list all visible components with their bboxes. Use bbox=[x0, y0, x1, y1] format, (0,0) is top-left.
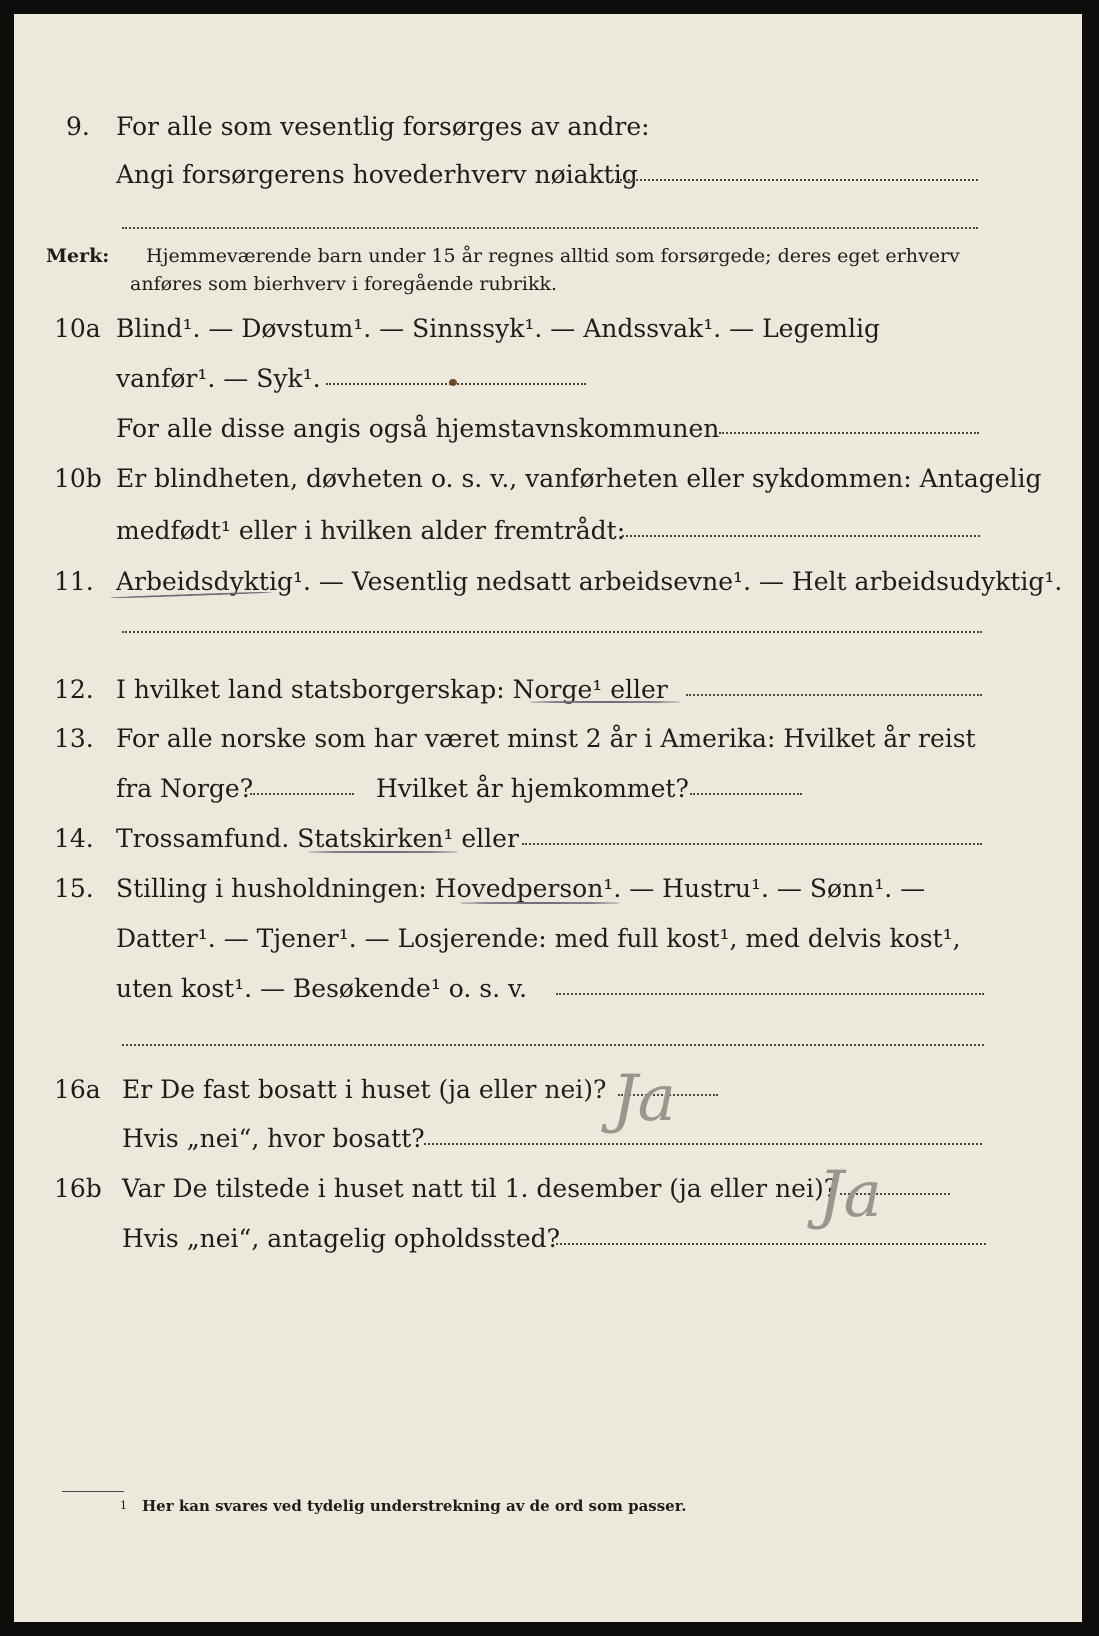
q14-number: 14. bbox=[54, 824, 94, 853]
q10b-text-line2: medfødt¹ eller i hvilken alder fremtrådt: bbox=[116, 516, 626, 545]
footnote-text: Her kan svares ved tydelig understrekning av de ord som passer. bbox=[142, 1497, 687, 1515]
statskirken-underline bbox=[308, 851, 458, 853]
ink-dot bbox=[449, 379, 457, 386]
q16a-number: 16a bbox=[54, 1075, 101, 1104]
norge-underline bbox=[530, 701, 680, 703]
q9-answer-line-2 bbox=[122, 227, 978, 229]
q12-number: 12. bbox=[54, 675, 94, 704]
q13-year-returned-line bbox=[690, 793, 802, 795]
q10a-text: Blind¹. — Døvstum¹. — Sinnssyk¹. — Andssvak¹. — Legemlig bbox=[116, 314, 880, 343]
q14-text: Trossamfund. Statskirken¹ eller bbox=[116, 824, 519, 853]
q10a-answer-line-2 bbox=[719, 432, 979, 434]
q16b-text: Var De tilstede i huset natt til 1. desember (ja eller nei)? bbox=[122, 1174, 838, 1203]
q9-text-line2: Angi forsørgerens hovederhverv nøiaktig bbox=[116, 160, 638, 189]
q15-answer-line bbox=[556, 993, 984, 995]
q11-text: Arbeidsdyktig¹. — Vesentlig nedsatt arbeidsevne¹. — Helt arbeidsudyktig¹. bbox=[116, 567, 1063, 596]
merk-text-line2: anføres som bierhverv i foregående rubrikk. bbox=[130, 273, 558, 295]
q13-text-line2b: Hvilket år hjemkommet? bbox=[376, 774, 689, 803]
q10a-text-line3: For alle disse angis også hjemstavnskommunen bbox=[116, 414, 720, 443]
q16b-answer-line-2b bbox=[556, 1243, 986, 1245]
q12-text: I hvilket land statsborgerskap: Norge¹ eller bbox=[116, 675, 668, 704]
q15-text-line3: uten kost¹. — Besøkende¹ o. s. v. bbox=[116, 974, 528, 1003]
q14-answer-line bbox=[522, 843, 982, 845]
merk-text: Hjemmeværende barn under 15 år regnes alltid som forsørgede; deres eget erhverv bbox=[146, 245, 960, 267]
q16a-text: Er De fast bosatt i huset (ja eller nei)? bbox=[122, 1075, 607, 1104]
q13-text: For alle norske som har været minst 2 år i Amerika: Hvilket år reist bbox=[116, 724, 976, 753]
q13-number: 13. bbox=[54, 724, 94, 753]
q15-text-line2: Datter¹. — Tjener¹. — Losjerende: med full kost¹, med delvis kost¹, bbox=[116, 924, 961, 953]
q16b-text-line2: Hvis „nei“, antagelig opholdssted? bbox=[122, 1224, 561, 1253]
q10a-number: 10a bbox=[54, 314, 101, 343]
q15-text: Stilling i husholdningen: Hovedperson¹. — Hustru¹. — Sønn¹. — bbox=[116, 874, 926, 903]
q16b-handwritten-answer: Ja bbox=[818, 1158, 882, 1232]
q16a-answer-line-2 bbox=[424, 1143, 982, 1145]
census-form-page bbox=[14, 14, 1082, 1622]
q11-answer-line bbox=[122, 631, 982, 633]
merk-label: Merk: bbox=[46, 245, 110, 267]
q10b-number: 10b bbox=[54, 464, 102, 493]
q13-text-line2a: fra Norge? bbox=[116, 774, 254, 803]
q10b-answer-line bbox=[622, 535, 980, 537]
footnote-rule bbox=[62, 1491, 124, 1492]
q9-answer-line bbox=[612, 179, 978, 181]
q9-text: For alle som vesentlig forsørges av andre: bbox=[116, 112, 650, 141]
q11-number: 11. bbox=[54, 567, 94, 596]
q15-answer-line-2 bbox=[122, 1044, 984, 1046]
q16a-text-line2: Hvis „nei“, hvor bosatt? bbox=[122, 1124, 425, 1153]
q10a-text-line2: vanfør¹. — Syk¹. bbox=[116, 364, 321, 393]
q16b-number: 16b bbox=[54, 1174, 102, 1203]
q9-number: 9. bbox=[66, 112, 90, 141]
q16a-handwritten-answer: Ja bbox=[612, 1062, 676, 1136]
q13-year-left-line bbox=[250, 793, 354, 795]
q12-answer-line bbox=[686, 694, 982, 696]
hovedperson-underline bbox=[460, 902, 620, 904]
footnote-mark: 1 bbox=[120, 1499, 127, 1512]
q15-number: 15. bbox=[54, 874, 94, 903]
q10b-text: Er blindheten, døvheten o. s. v., vanførheten eller sykdommen: Antagelig bbox=[116, 464, 1042, 493]
